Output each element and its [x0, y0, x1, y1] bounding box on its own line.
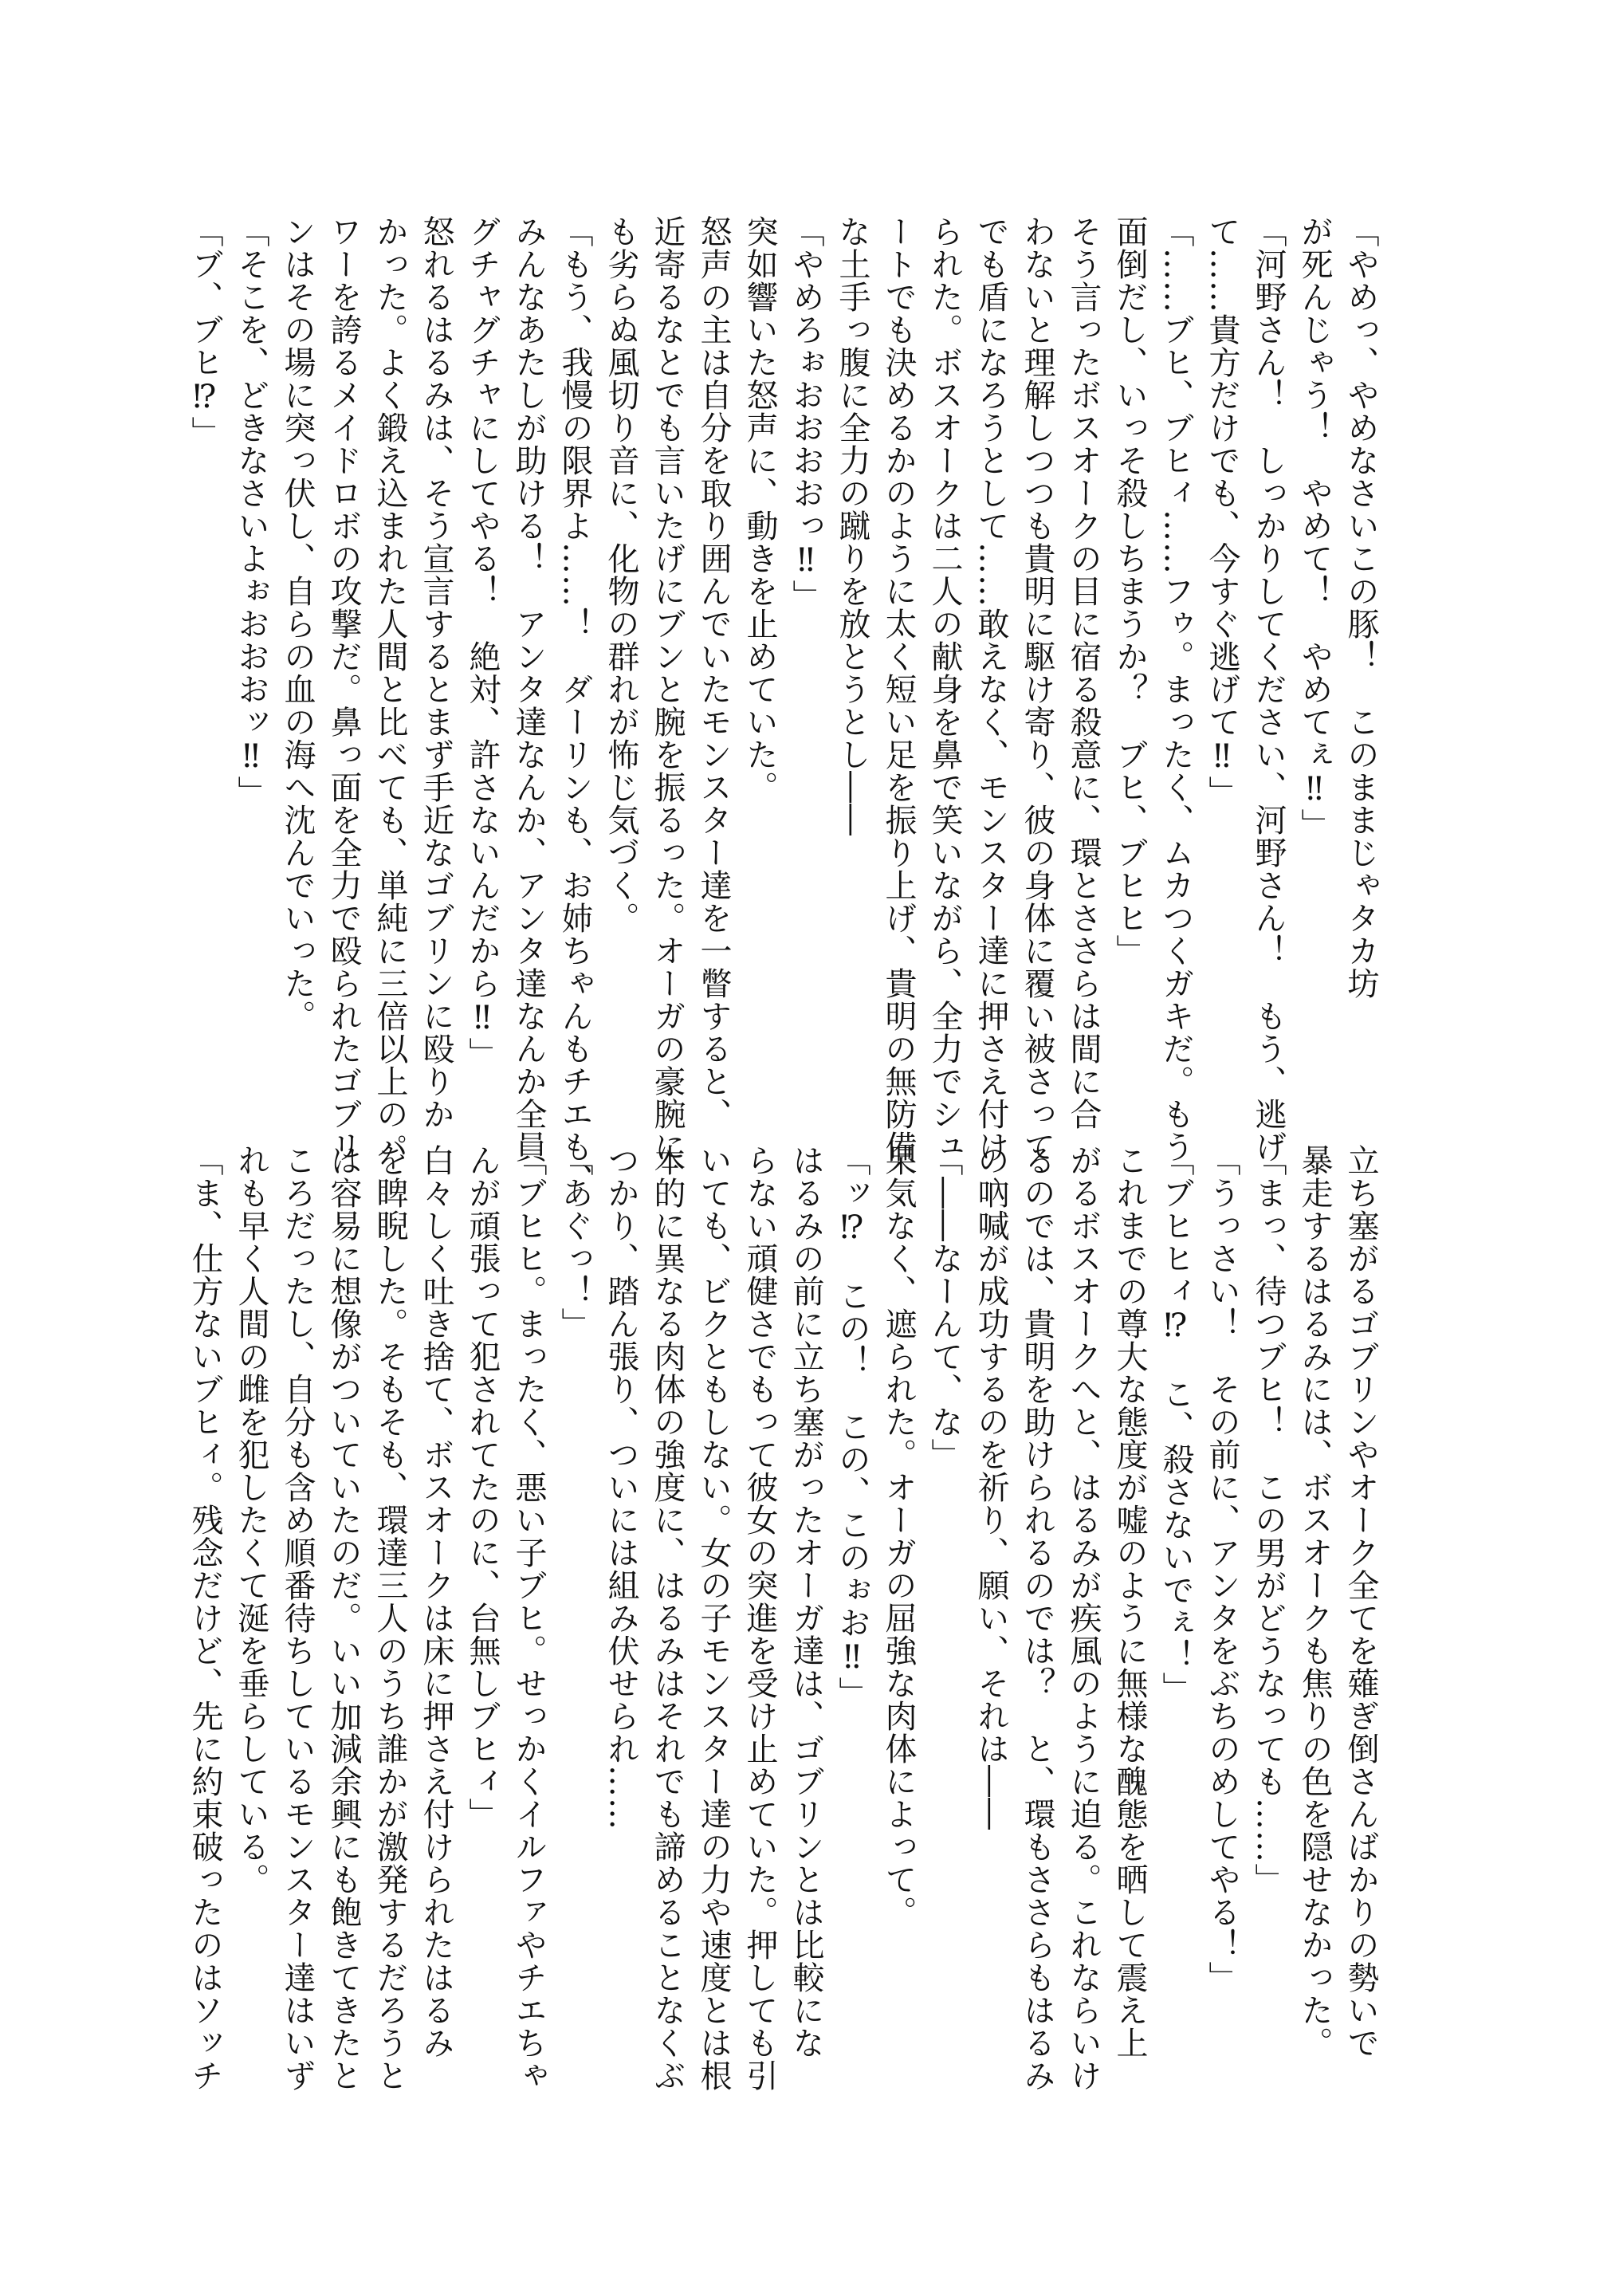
text-line: 「やめろぉおおおおっ‼」 — [788, 215, 824, 612]
text-line: 「ブ、ブヒ⁉」 — [187, 215, 223, 449]
text-line: 呆気なく、遮られた。オーガの屈強な肉体によって。 — [880, 1144, 917, 1928]
text-line: 「ブヒヒィ⁉ こ、殺さないでぇ！」 — [1157, 1144, 1194, 1704]
text-line: 立ち塞がるゴブリンやオーク全てを薙ぎ倒さんばかりの勢いで — [1342, 1144, 1379, 2059]
text-line: も劣らぬ風切り音に、化物の群れが怖じ気づく。 — [603, 215, 639, 934]
text-line: られた。ボスオークは二人の献身を鼻で笑いながら、全力でシュ — [926, 215, 963, 1163]
text-line: 「やめっ、やめなさいこの豚！ このままじゃタカ坊 — [1342, 215, 1379, 1000]
text-line: ンはその場に突っ伏し、自らの血の海へ沈んでいった。 — [279, 215, 316, 1032]
text-line: ートでも決めるかのように太く短い足を振り上げ、貴明の無防備 — [880, 215, 917, 1163]
text-line: て……貴方だけでも、今すぐ逃げて‼」 — [1204, 215, 1240, 808]
text-line: 「ッ⁉ この！ この、このぉお‼」 — [834, 1144, 870, 1709]
text-line: これまでの尊大な態度が嘘のように無様な醜態を晒して震え上 — [1111, 1144, 1148, 2059]
text-line: 怒れるはるみは、そう宣言するとまず手近なゴブリンに殴りか — [418, 215, 454, 1130]
text-line: そう言ったボスオークの目に宿る殺意に、環とささらは間に合 — [1065, 215, 1102, 1130]
text-line: 「もう、我慢の限界よ……！ ダーリンも、お姉ちゃんもチエも、 — [556, 215, 593, 1196]
text-line: 「ま、仕方ないブヒィ。残念だけど、先に約束破ったのはソッチ — [187, 1144, 223, 2092]
text-block-lower — [187, 1144, 1384, 2092]
text-line: が死んじゃう！ やめて！ やめてぇ‼」 — [1296, 215, 1333, 841]
text-line: 「そこを、どきなさいよぉおおおッ‼」 — [233, 215, 269, 808]
text-line: いても、ビクともしない。女の子モンスター達の力や速度とは根 — [695, 1144, 732, 2092]
text-line: は容易に想像がついていたのだ。いい加減余興にも飽きてきたと — [325, 1144, 362, 2092]
text-line: 近寄るなとでも言いたげにブンと腕を振るった。オーガの豪腕に — [649, 215, 686, 1163]
text-line: 「ブヒヒ。まったく、悪い子ブヒ。せっかくイルファやチエちゃ — [510, 1144, 547, 2092]
text-line: を睥睨した。そもそも、環達三人のうち誰かが激発するだろうと — [371, 1144, 408, 2092]
text-line: んが頑張って犯されてたのに、台無しブヒィ」 — [464, 1144, 501, 1830]
text-line: かった。よく鍛え込まれた人間と比べても、単純に三倍以上のパ — [371, 215, 408, 1163]
text-line: つかり、踏ん張り、ついには組み伏せられ…… — [603, 1144, 639, 1830]
text-line: 怒声の主は自分を取り囲んでいたモンスター達を一瞥すると、 — [695, 215, 732, 1130]
text-line: でも盾になろうとして……敢えなく、モンスター達に押さえ付け — [973, 215, 1009, 1163]
text-line: 暴走するはるみには、ボスオークも焦りの色を隠せなかった。 — [1296, 1144, 1333, 2059]
text-line: ころだったし、自分も含め順番待ちしているモンスター達はいず — [279, 1144, 316, 2092]
text-line: みんなあたしが助ける！ アンタ達なんか、アンタ達なんか全員 — [510, 215, 547, 1163]
text-line: ワーを誇るメイドロボの攻撃だ。鼻っ面を全力で殴られたゴブリ — [325, 215, 362, 1163]
text-line: 白々しく吐き捨て、ボスオークは床に押さえ付けられたはるみ — [418, 1144, 454, 2059]
text-line: らない頑健さでもって彼女の突進を受け止めていた。押しても引 — [741, 1144, 778, 2092]
text-line: 「あぐっ！」 — [556, 1144, 593, 1340]
text-line: 本的に異なる肉体の強度に、はるみはそれでも諦めることなくぶ — [649, 1144, 686, 2092]
text-line: 面倒だし、いっそ殺しちまうか？ ブヒ、ブヒヒ」 — [1111, 215, 1148, 967]
text-line: 「……ブヒ、ブヒィ……フゥ。まったく、ムカつくガキだ。もう — [1157, 215, 1194, 1163]
text-line: はるみの前に立ち塞がったオーガ達は、ゴブリンとは比較にな — [788, 1144, 824, 2059]
text-line: の吶喊が成功するのを祈り、願い、それは―― — [973, 1144, 1009, 1830]
text-line: 「うっさい！ その前に、アンタをぶちのめしてやる！」 — [1204, 1144, 1240, 1994]
text-line: がるボスオークへと、はるみが疾風のように迫る。これならいけ — [1065, 1144, 1102, 2092]
text-line: な土手っ腹に全力の蹴りを放とうとし―― — [834, 215, 870, 836]
text-line: 突如響いた怒声に、動きを止めていた。 — [741, 215, 778, 804]
text-line: グチャグチャにしてやる！ 絶対、許さないんだから‼」 — [464, 215, 501, 1070]
text-line: 「まっ、待つブヒ！ この男がどうなっても……」 — [1250, 1144, 1287, 1896]
text-line: わないと理解しつつも貴明に駆け寄り、彼の身体に覆い被さって — [1019, 215, 1055, 1163]
text-line: れも早く人間の雌を犯したくて涎を垂らしている。 — [233, 1144, 269, 1896]
text-line: 「――なーんて、な」 — [926, 1144, 963, 1471]
text-block-upper — [187, 215, 1384, 1196]
text-line: 「河野さん！ しっかりしてください、河野さん！ もう、逃げ — [1250, 215, 1287, 1163]
text-line: るのでは、貴明を助けられるのでは？ と、環もささらもはるみ — [1019, 1144, 1055, 2092]
